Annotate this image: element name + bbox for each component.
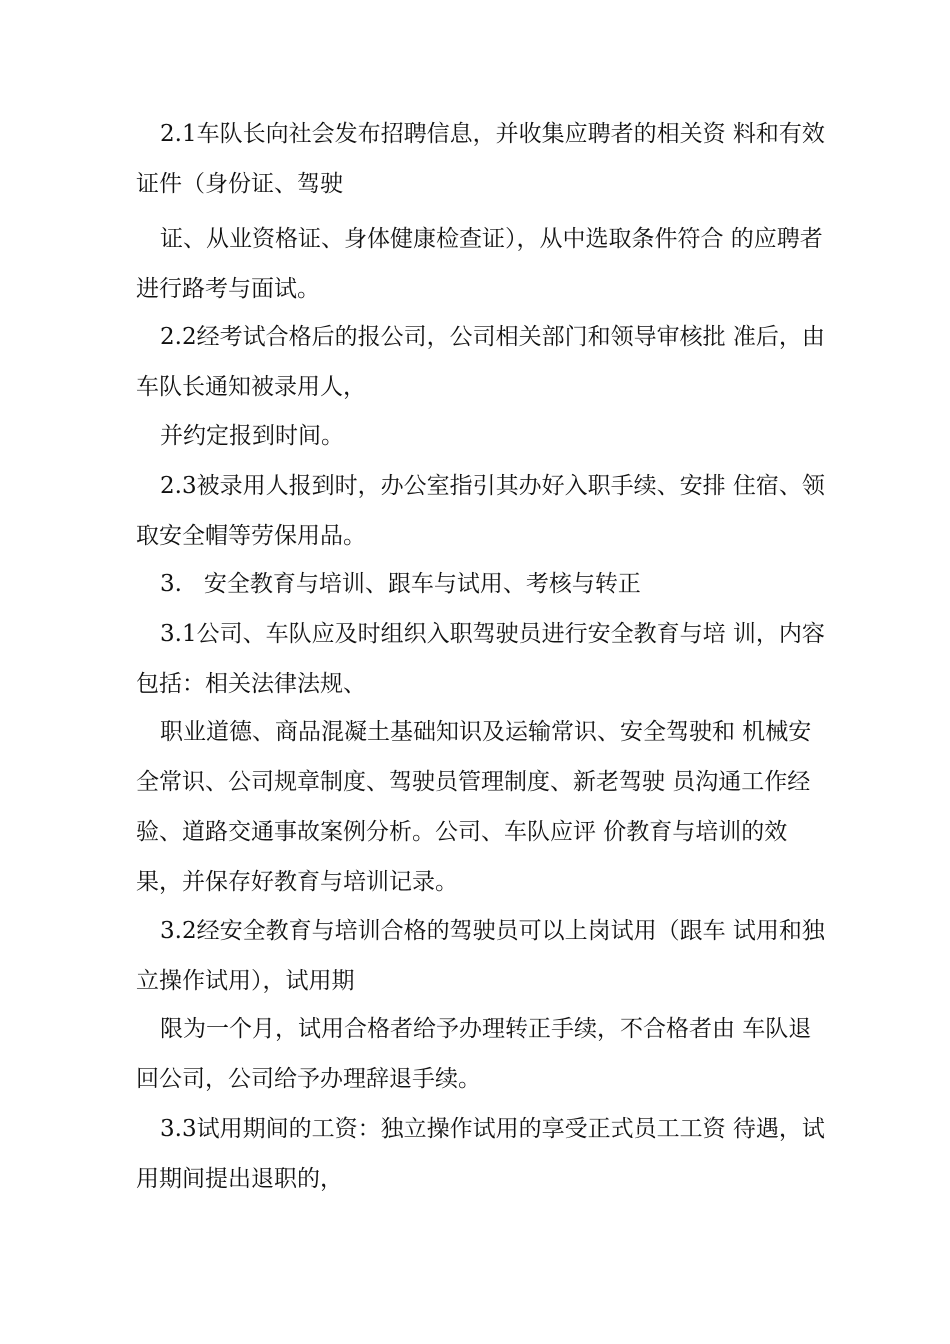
paragraph-3-1-continued: 职业道德、商品混凝土基础知识及运输常识、安全驾驶和 机械安全常识、公司规章制度、驾驶员管理制度、新老驾驶 员沟通工作经验、道路交通事故案例分析。公司、车队应评 价教育与培训的效果，并保存好教育与培训记录。 bbox=[136, 719, 812, 895]
paragraph-3-3: 3.3试用期间的工资：独立操作试用的享受正式员工工资 待遇，试用期间提出退职的， bbox=[136, 1116, 825, 1192]
paragraph-2-1: 2.1车队长向社会发布招聘信息，并收集应聘者的相关资 料和有效证件（身份证、驾驶 bbox=[136, 121, 825, 197]
paragraph-2-2: 2.2经考试合格后的报公司，公司相关部门和领导审核批 准后，由车队长通知被录用人， bbox=[136, 324, 825, 400]
paragraph-3-2-continued: 限为一个月，试用合格者给予办理转正手续，不合格者由 车队退回公司，公司给予办理辞退手续。 bbox=[136, 1016, 812, 1092]
paragraph-2-2-continued: 并约定报到时间。 bbox=[160, 423, 344, 449]
paragraph-2-3: 2.3被录用人报到时，办公室指引其办好入职手续、安排 住宿、领取安全帽等劳保用品。 bbox=[136, 473, 825, 549]
paragraph-3-1: 3.1公司、车队应及时组织入职驾驶员进行安全教育与培 训，内容包括：相关法律法规、 bbox=[136, 621, 825, 697]
section-3-heading: 3. 安全教育与培训、跟车与试用、考核与转正 bbox=[160, 571, 641, 597]
paragraph-3-2: 3.2经安全教育与培训合格的驾驶员可以上岗试用（跟车 试用和独立操作试用），试用期 bbox=[136, 918, 825, 994]
paragraph-2-1-continued: 证、从业资格证、身体健康检查证），从中选取条件符合 的应聘者进行路考与面试。 bbox=[136, 226, 823, 302]
